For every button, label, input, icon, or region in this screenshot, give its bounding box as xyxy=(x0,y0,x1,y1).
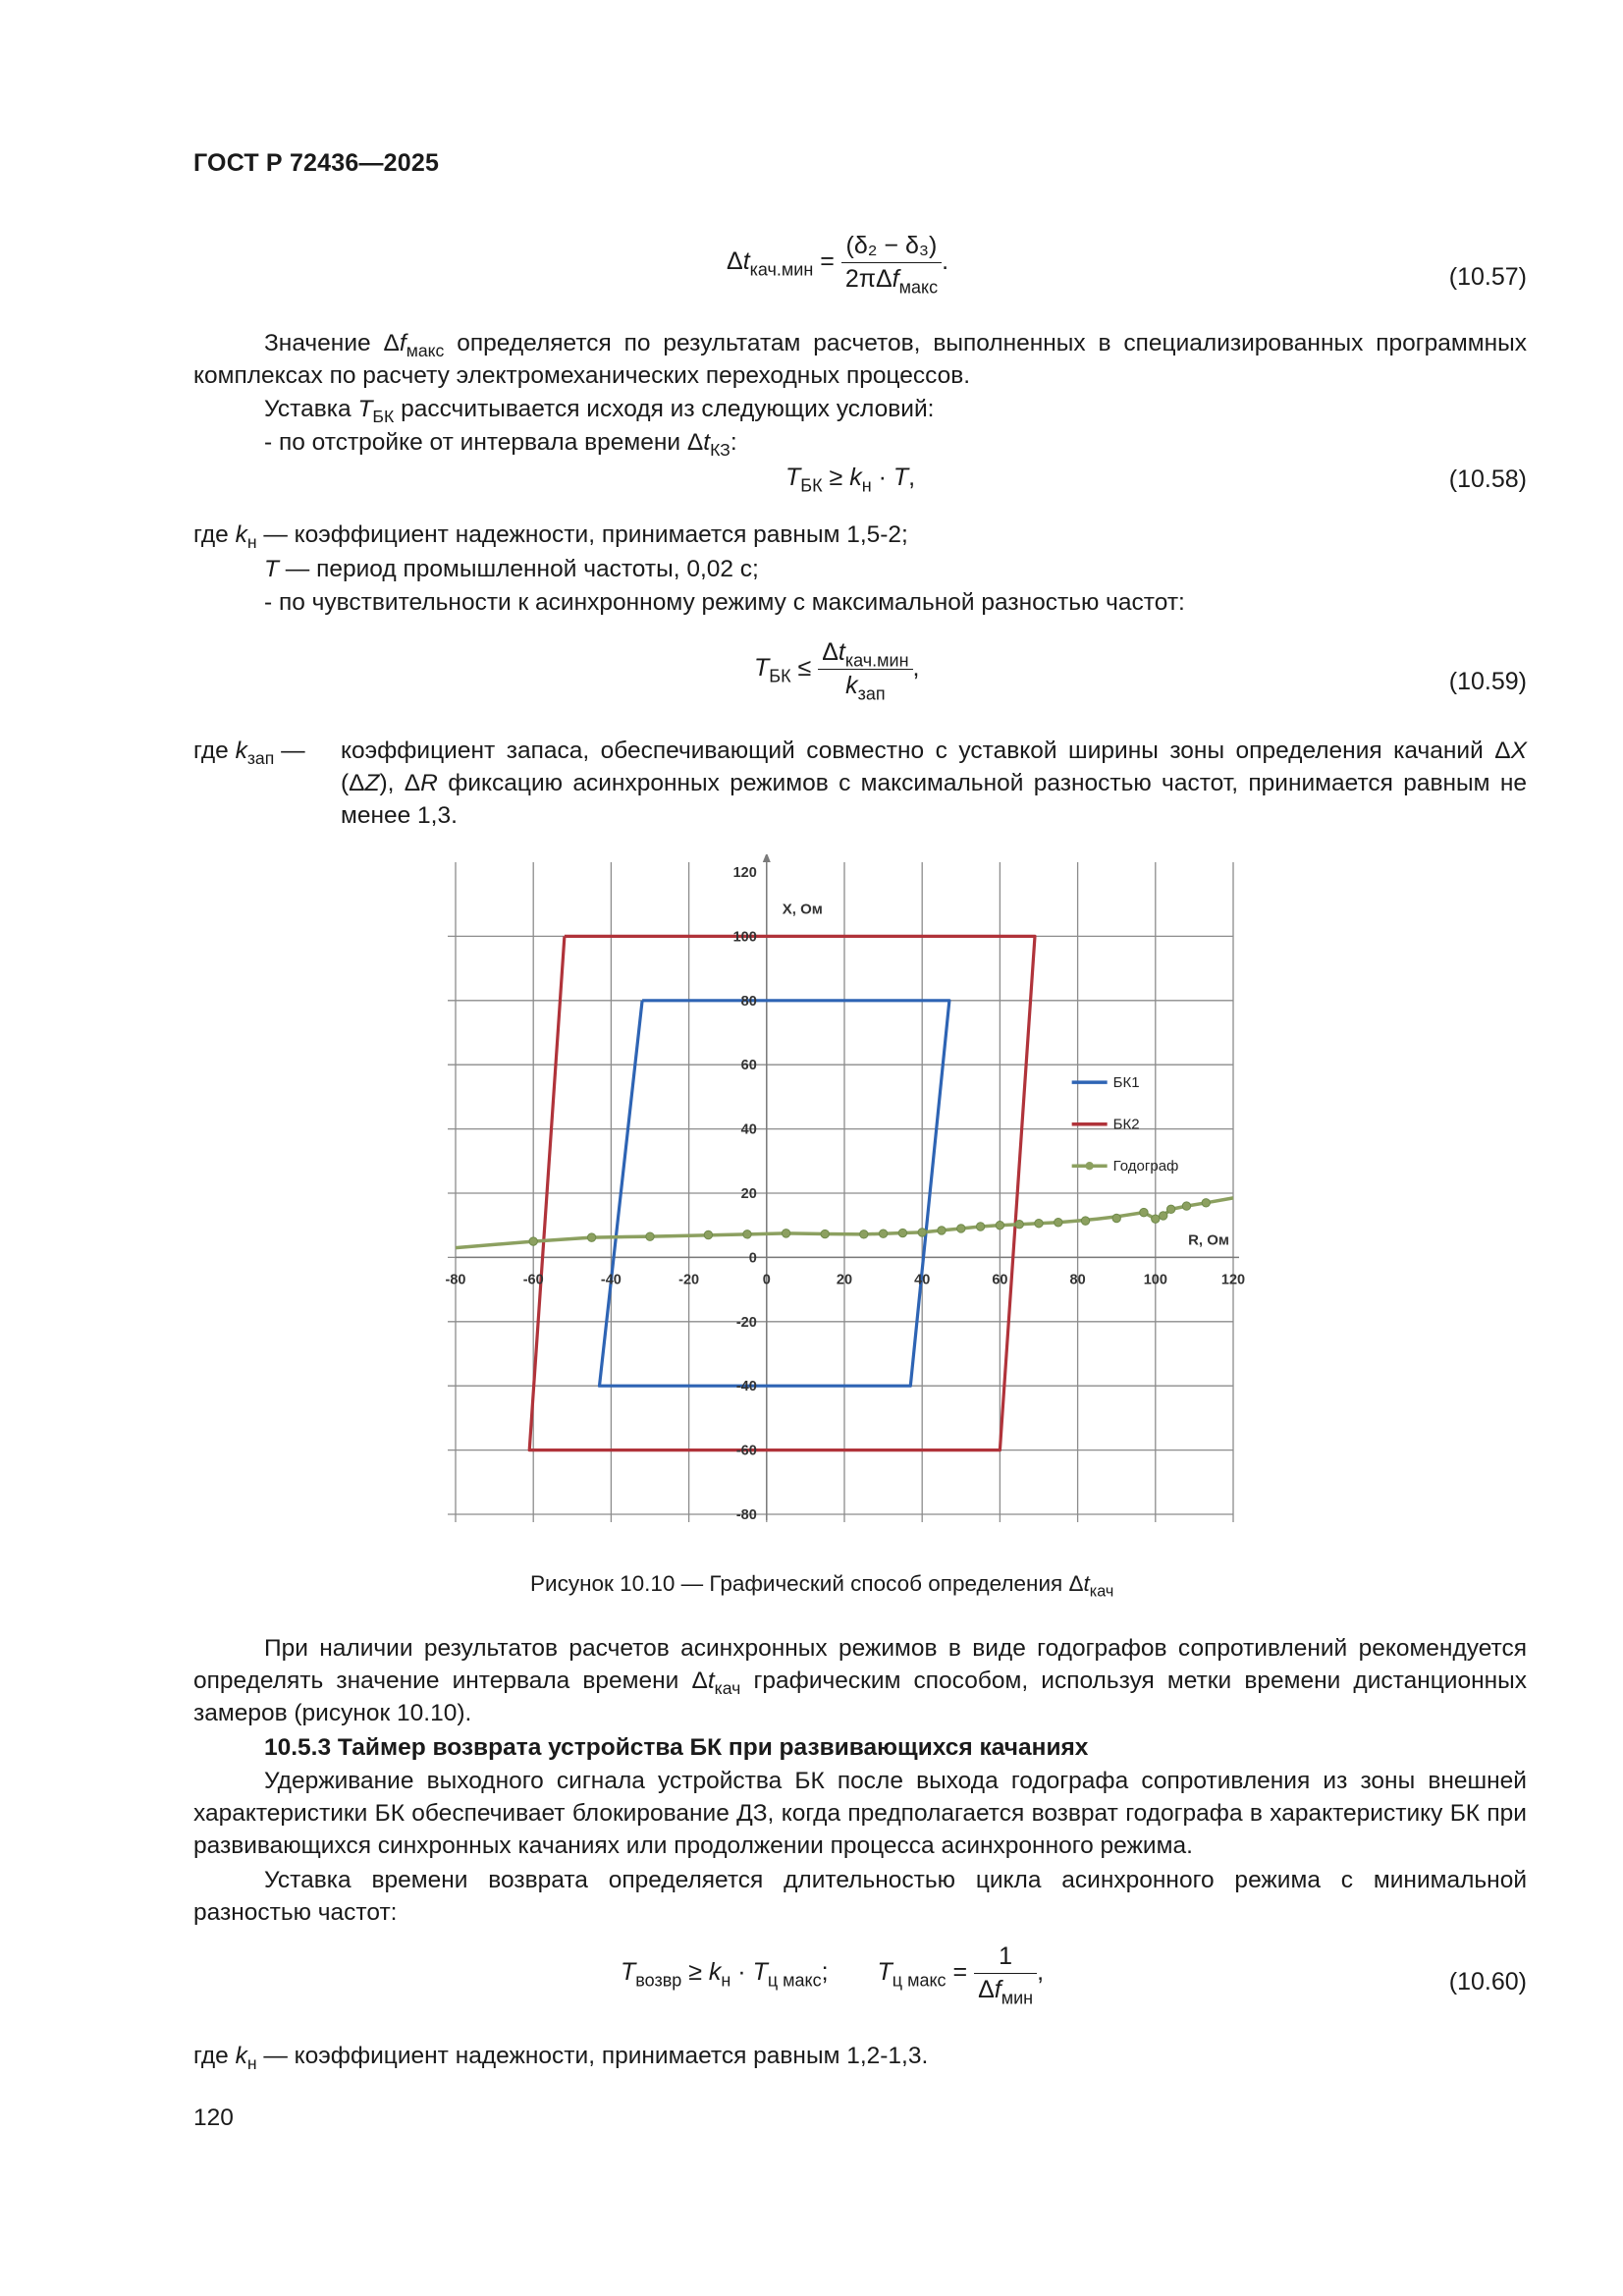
y-tick-label: 100 xyxy=(732,929,757,946)
y-tick-label: -80 xyxy=(735,1507,757,1523)
document-header: ГОСТ Р 72436—2025 xyxy=(193,149,440,177)
y-tick-label: 60 xyxy=(740,1058,757,1074)
chart-legend xyxy=(1072,1074,1179,1175)
x-tick-label: -20 xyxy=(678,1272,700,1288)
x-tick-label: 60 xyxy=(992,1272,1008,1288)
legend-label-БК2: БК2 xyxy=(1112,1116,1140,1133)
x-tick-label: 100 xyxy=(1143,1272,1167,1288)
x-axis-label: R, Ом xyxy=(1188,1231,1229,1249)
equation-number-10-60: (10.60) xyxy=(1448,1968,1527,1995)
y-tick-label: -60 xyxy=(735,1443,757,1459)
y-tick-label: -20 xyxy=(735,1314,757,1331)
hodograph-point xyxy=(918,1229,926,1236)
equation-10-58: $T_{БК} \ge k_н \cdot T$, xyxy=(785,464,916,496)
hodograph-point xyxy=(1081,1217,1089,1225)
figure-10-10-chart xyxy=(442,854,1247,1542)
hodograph-point xyxy=(529,1237,537,1245)
hodograph-point xyxy=(743,1230,751,1238)
hodograph-point xyxy=(704,1230,712,1238)
chart-tick-labels xyxy=(446,865,1246,1523)
y-tick-label: 80 xyxy=(740,993,757,1010)
figure-caption: Рисунок 10.10 — Графический способ определения $\Delta t_{кач}$ xyxy=(530,1571,1114,1601)
equation-10-57: $\Delta t_{кач.мин}$ = $\frac{\text{(δ₂ − δ₃)}}{2\pi\Delta f_{макс}}$ . xyxy=(727,232,949,298)
paragraph-setting: Уставка $T_{БК}$ рассчитывается исходя из следующих условий: xyxy=(264,396,935,427)
where-kn-2: где $k_н$ — коэффициент надежности, принимается равным 1,2-1,3. xyxy=(193,2043,929,2074)
y-tick-label: 20 xyxy=(740,1186,757,1202)
paragraph-detuning: - по отстройке от интервала времени $\Delta t_{КЗ}$: xyxy=(264,429,737,461)
page-number: 120 xyxy=(193,2105,234,2131)
hodograph-point xyxy=(1112,1214,1120,1222)
y-axis-arrow xyxy=(763,854,771,862)
x-tick-label: 120 xyxy=(1220,1272,1246,1288)
paragraph-sensitivity: - по чувствительности к асинхронному режиму с максимальной разностью частот: xyxy=(264,589,1185,616)
y-axis-label: X, Ом xyxy=(782,901,823,918)
hodograph-point xyxy=(1152,1215,1160,1223)
paragraph-return-setting: Уставка времени возврата определяется длительностью цикла асинхронного режима с минимальной разностью частот: xyxy=(193,1867,1527,1926)
where-kzap-label: где $k_{зап}$ — xyxy=(193,738,305,769)
legend-label-БК1: БК1 xyxy=(1112,1074,1140,1092)
y-tick-label: 0 xyxy=(748,1250,757,1267)
equation-number-10-58: (10.58) xyxy=(1448,465,1527,493)
y-tick-label: -40 xyxy=(735,1379,757,1395)
x-tick-label: 40 xyxy=(914,1272,931,1288)
section-heading-10-5-3: 10.5.3 Таймер возврата устройства БК при развивающихся качаниях xyxy=(264,1734,1089,1761)
where-kn: где $k_н$ — коэффициент надежности, принимается равным 1,5-2; xyxy=(193,521,908,553)
hodograph-point xyxy=(821,1230,829,1237)
y-tick-label: 40 xyxy=(740,1121,757,1138)
hodograph-point xyxy=(860,1230,868,1238)
equation-10-60: $T_{возвр} \ge k_н \cdot T_{ц макс}$; $T_{ц макс}$ = $\frac{1}{\Delta f_{мин}}$ , xyxy=(621,1942,1045,2008)
hodograph-point xyxy=(587,1233,595,1241)
x-tick-label: 20 xyxy=(836,1272,853,1288)
paragraph-holding-signal: Удерживание выходного сигнала устройства БК после выхода годографа сопротивления из зоны внешней характеристики БК обеспечивает блокирование ДЗ, когда предполагается возврат годографа в характеристику БК при развивающихся синхронных качаниях или продолжении процесса асинхронного режима. xyxy=(193,1768,1527,1859)
hodograph-point xyxy=(1202,1199,1210,1207)
hodograph-point xyxy=(782,1230,789,1237)
x-tick-label: 80 xyxy=(1069,1272,1086,1288)
hodograph-point xyxy=(1140,1208,1148,1216)
x-tick-label: -40 xyxy=(600,1272,622,1288)
hodograph-point xyxy=(1166,1205,1174,1213)
legend-label-Годограф: Годограф xyxy=(1112,1158,1179,1175)
hodograph-point xyxy=(646,1232,654,1240)
y-tick-label: 120 xyxy=(732,865,757,881)
equation-number-10-59: (10.59) xyxy=(1448,668,1527,695)
hodograph-point xyxy=(1015,1221,1023,1229)
hodograph-point xyxy=(957,1225,965,1232)
hodograph-point xyxy=(1182,1202,1190,1210)
hodograph-point xyxy=(938,1227,946,1234)
chart-axes xyxy=(456,854,1239,1520)
x-tick-label: 0 xyxy=(762,1272,771,1288)
hodograph-point xyxy=(1055,1219,1062,1227)
hodograph-point xyxy=(879,1230,887,1237)
paragraph-graphical-method: При наличии результатов расчетов асинхронных режимов в виде годографов сопротивлений рекомендуется определять значение интервала времени $\Delta t_{кач}$ графическим способом, используя метки времени дистанционных замеров (рисунок 10.10). xyxy=(193,1635,1528,1726)
x-tick-label: -80 xyxy=(445,1272,466,1288)
hodograph-point xyxy=(1035,1220,1043,1228)
hodograph-point xyxy=(898,1229,906,1236)
chart-grid xyxy=(445,862,1233,1522)
hodograph-point xyxy=(976,1223,984,1230)
hodograph-point xyxy=(996,1222,1003,1230)
where-kzap-text: коэффициент запаса, обеспечивающий совместно с уставкой ширины зоны определения качаний ΔX (ΔZ), ΔR фиксацию асинхронных режимов с максимальной разностью частот, принимается равным не менее 1,3. xyxy=(341,738,1527,829)
legend-marker-Годограф xyxy=(1085,1162,1093,1170)
hodograph-point xyxy=(1160,1212,1167,1220)
paragraph-delta-f: Значение $\Delta f_{макс}$ определяется по результатам расчетов, выполненных в специализированных программных комплексах по расчету электромеханических переходных процессов. xyxy=(193,330,1527,389)
equation-number-10-57: (10.57) xyxy=(1448,263,1527,291)
where-T: T — период промышленной частоты, 0,02 с; xyxy=(264,556,759,582)
equation-10-59: $T_{БК}$ ≤ $\frac{\Delta t_{кач.мин}}{k_{зап}}$ , xyxy=(754,638,920,704)
x-tick-label: -60 xyxy=(522,1272,544,1288)
